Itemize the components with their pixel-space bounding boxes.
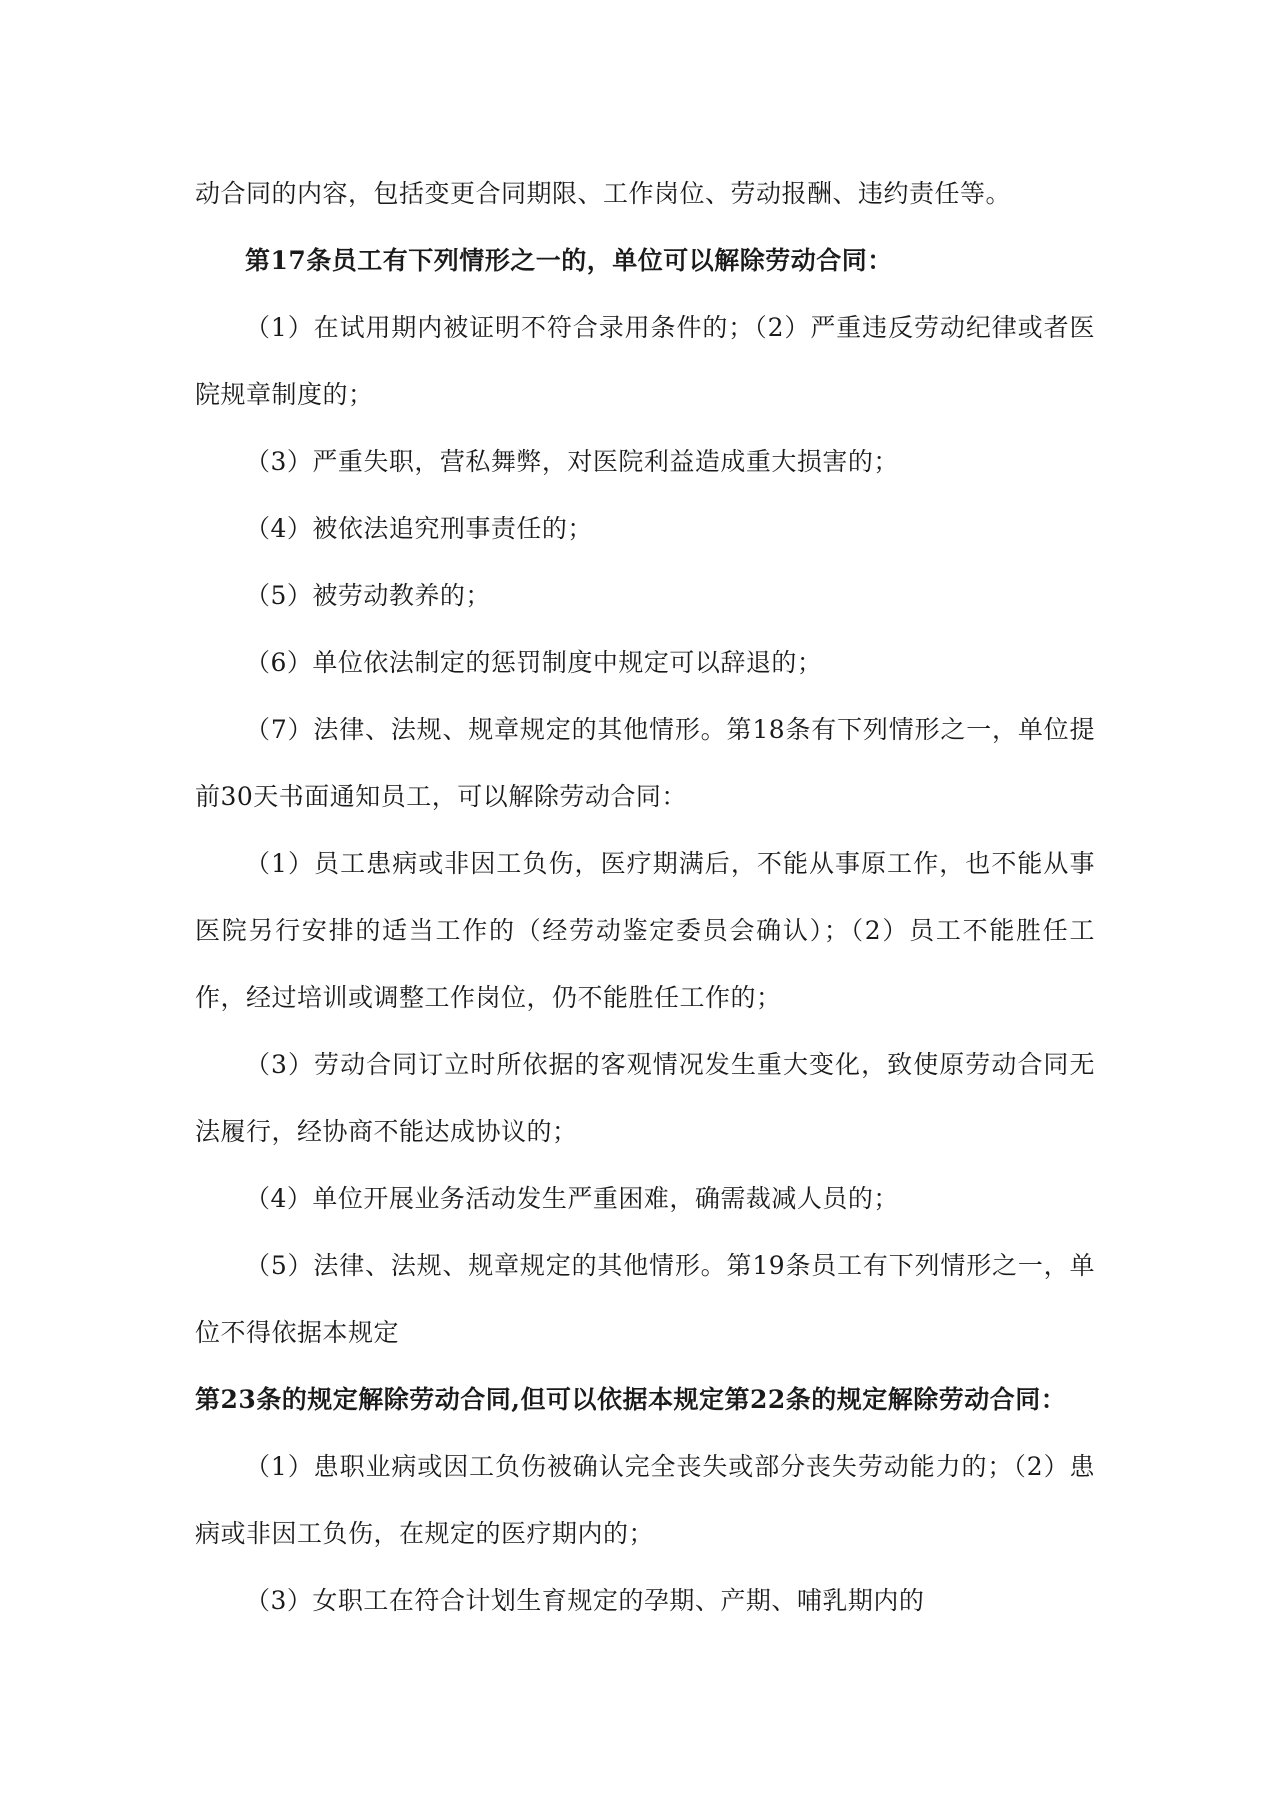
paragraph-article-17-items-1-2: （1）在试用期内被证明不符合录用条件的；（2）严重违反劳动纪律或者医院规章制度的；	[195, 313, 1095, 409]
paragraph-article-19-item-3: （3）女职工在符合计划生育规定的孕期、产期、哺乳期内的	[245, 1586, 925, 1615]
article-17-heading: 第17条员工有下列情形之一的，单位可以解除劳动合同：	[245, 246, 893, 275]
document-body	[195, 160, 1095, 1634]
paragraph-article-17-item-3: （3）严重失职，营私舞弊，对医院利益造成重大损害的；	[245, 447, 899, 476]
paragraph-article-17-item-6: （6）单位依法制定的惩罚制度中规定可以辞退的；	[245, 648, 823, 677]
paragraph-article-18-item-5-article-19: （5）法律、法规、规章规定的其他情形。第19条员工有下列情形之一，单位不得依据本规定	[195, 1251, 1095, 1347]
paragraph-article-17-item-5: （5）被劳动教养的；	[245, 581, 491, 610]
paragraph-article-18-item-4: （4）单位开展业务活动发生严重困难，确需裁减人员的；	[245, 1184, 899, 1213]
paragraph-article-17-item-7-article-18: （7）法律、法规、规章规定的其他情形。第18条有下列情形之一，单位提前30天书面通知员工，可以解除劳动合同：	[195, 715, 1095, 811]
article-23-heading: 第23条的规定解除劳动合同,但可以依据本规定第22条的规定解除劳动合同：	[195, 1385, 1067, 1414]
paragraph-contract-content: 动合同的内容，包括变更合同期限、工作岗位、劳动报酬、违约责任等。	[195, 179, 1012, 208]
paragraph-article-18-item-3: （3）劳动合同订立时所依据的客观情况发生重大变化，致使原劳动合同无法履行，经协商不能达成协议的；	[195, 1050, 1095, 1146]
paragraph-article-17-item-4: （4）被依法追究刑事责任的；	[245, 514, 593, 543]
paragraph-article-18-items-1-2: （1）员工患病或非因工负伤，医疗期满后，不能从事原工作，也不能从事医院另行安排的适当工作的（经劳动鉴定委员会确认）；（2）员工不能胜任工作，经过培训或调整工作岗位，仍不能胜任工作的；	[195, 849, 1095, 1012]
paragraph-article-19-items-1-2: （1）患职业病或因工负伤被确认完全丧失或部分丧失劳动能力的；（2）患病或非因工负伤，在规定的医疗期内的；	[195, 1452, 1095, 1548]
